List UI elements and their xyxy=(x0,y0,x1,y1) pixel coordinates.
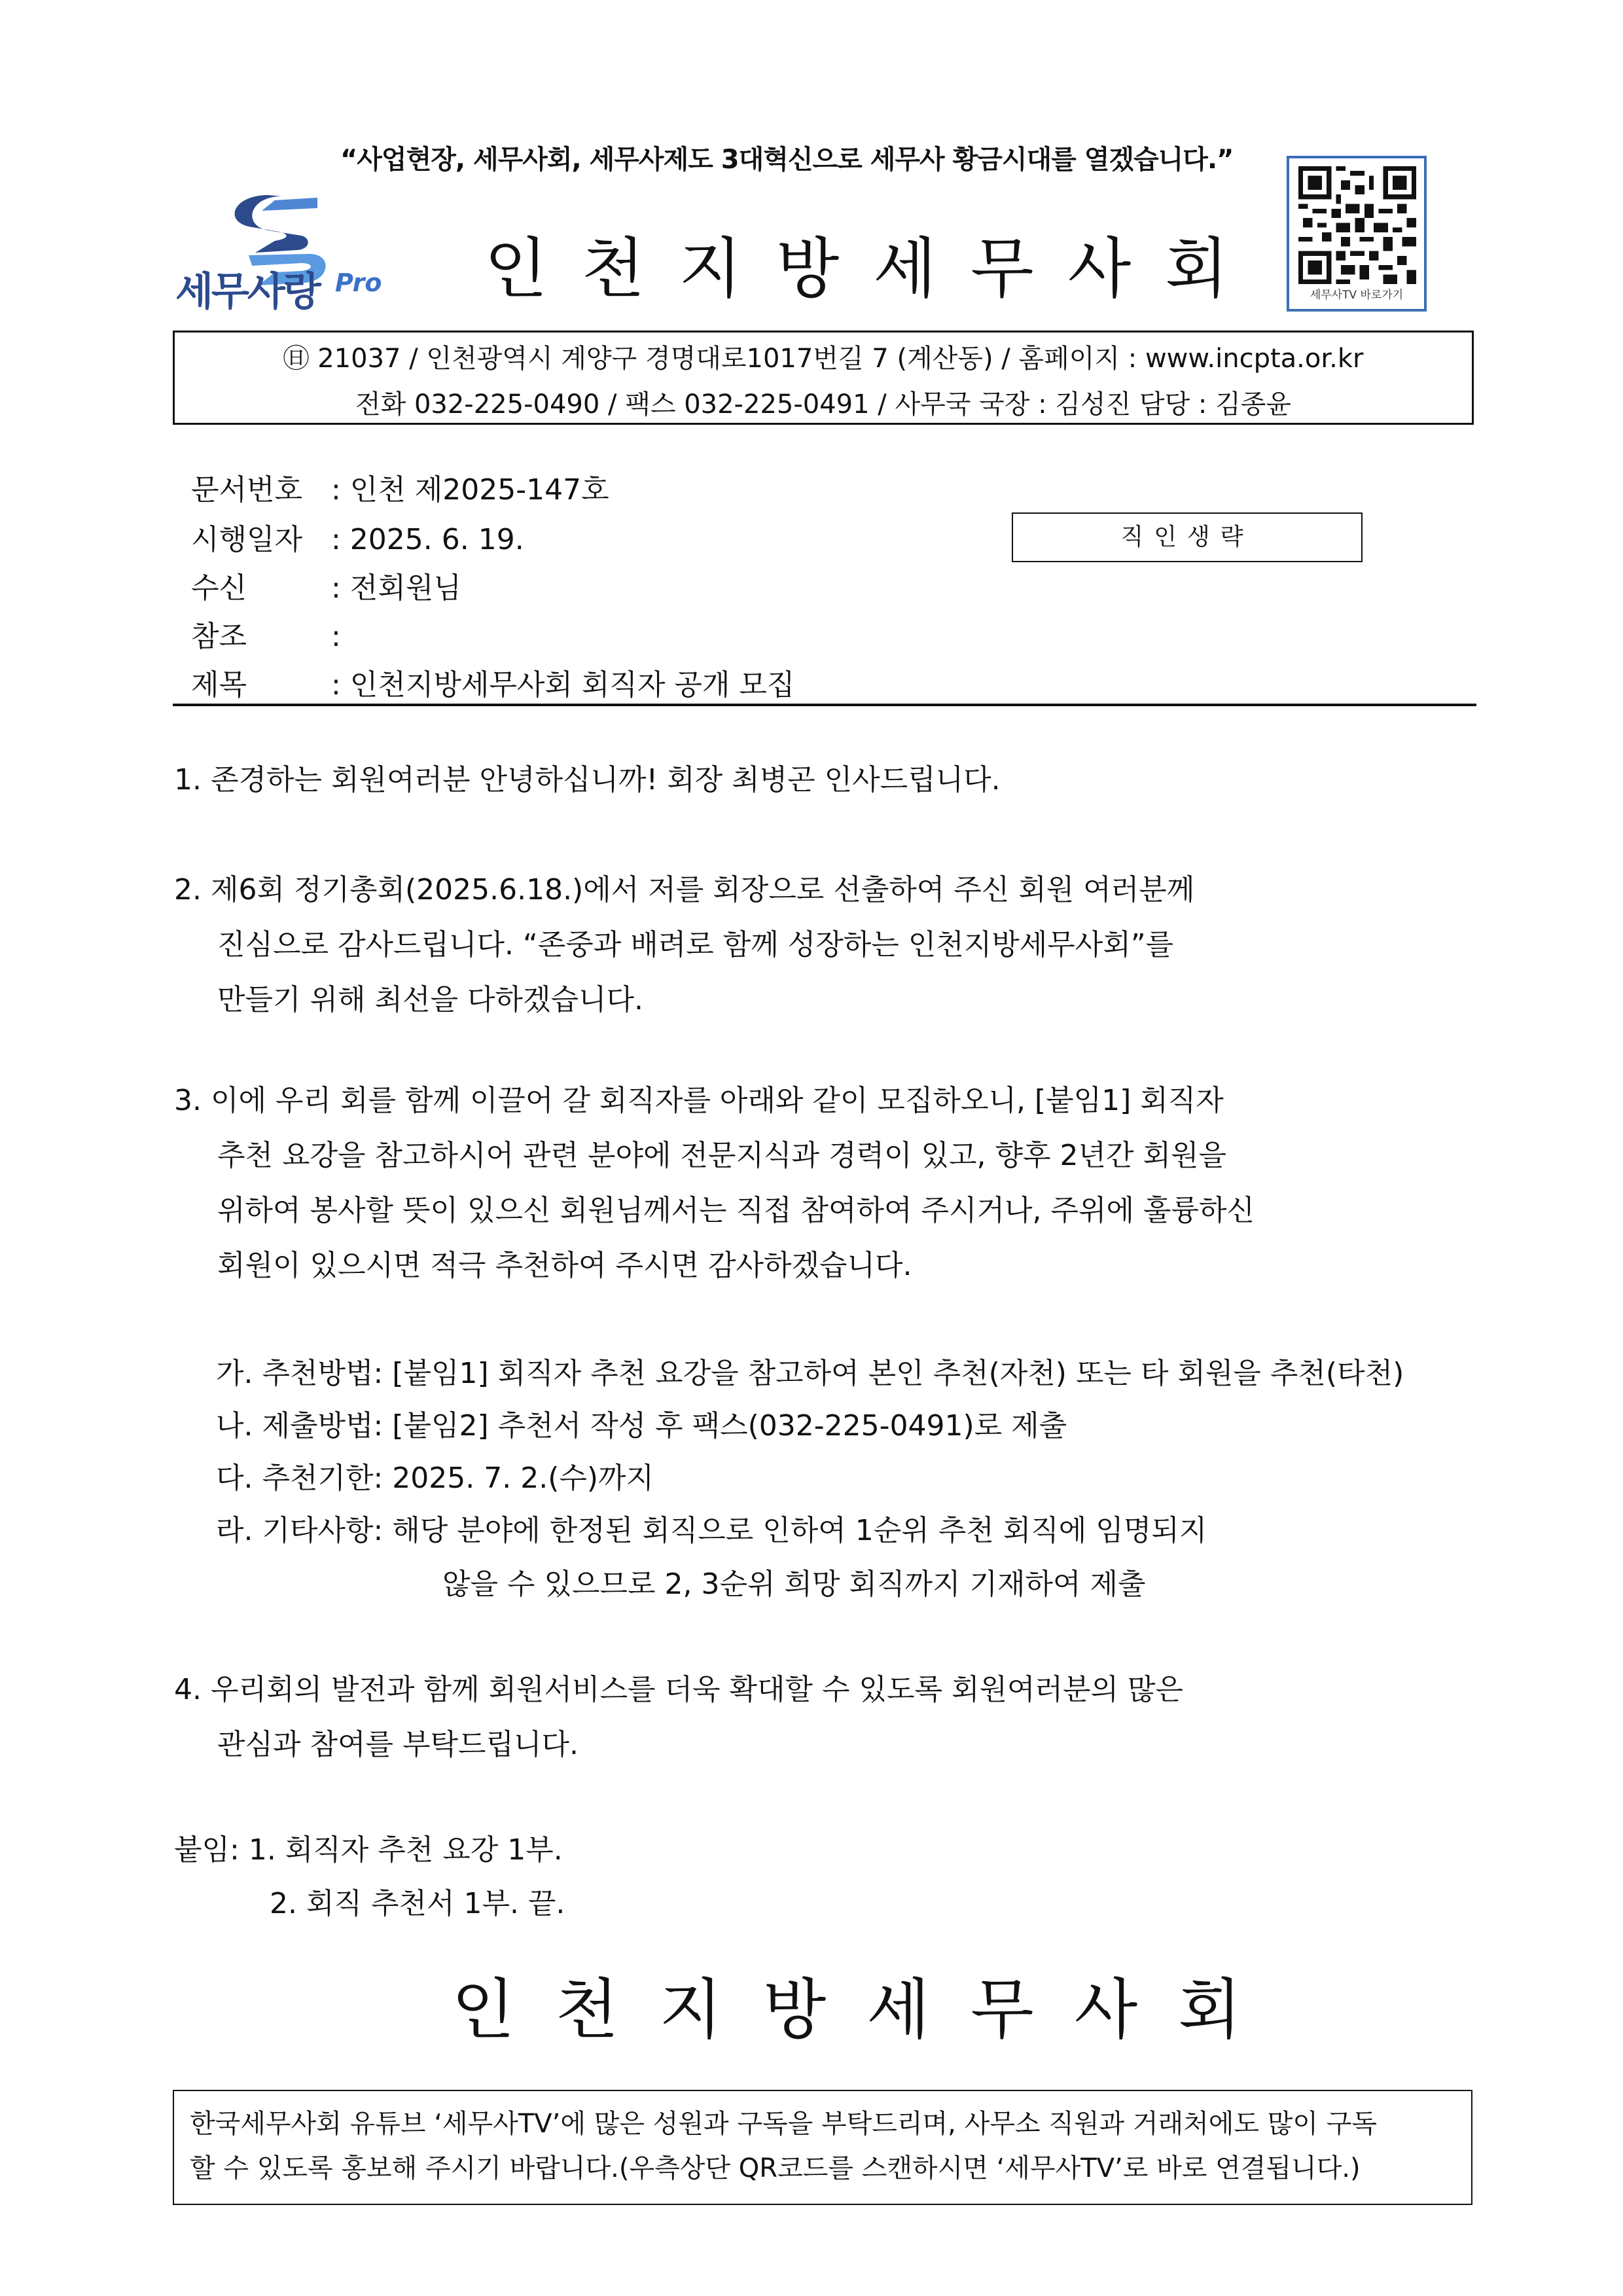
paragraph-line: 1. 존경하는 회원여러분 안녕하십니까! 회장 최병곤 인사드립니다. xyxy=(174,763,1001,797)
subject-value: : 인천지방세무사회 회직자 공개 모집 xyxy=(331,668,795,702)
paragraph-line: 위하여 봉사할 뜻이 있으신 회원님께서는 직접 참여하여 주시거나, 주위에 훌륭하신 xyxy=(217,1194,1255,1227)
header-divider xyxy=(173,704,1476,706)
notice-line: 할 수 있도록 홍보해 주시기 바랍니다.(우측상단 QR코드를 스캔하시면 ‘세무사TV’로 바로 연결됩니다.) xyxy=(190,2153,1361,2183)
contact-info-box xyxy=(173,331,1474,425)
qr-code-icon xyxy=(1298,166,1416,284)
item-na: 나. 제출방법: [붙임2] 추천서 작성 후 팩스(032-225-0491)로 제출 xyxy=(216,1409,1067,1443)
doc-number-row xyxy=(191,466,609,508)
qr-code-link[interactable] xyxy=(1287,156,1427,312)
paragraph-4 xyxy=(174,1662,1457,1772)
logo-text: 세무사랑 xyxy=(175,269,319,315)
seal-omitted-box: 직인생략 xyxy=(1012,512,1363,562)
paragraph-2 xyxy=(174,863,1457,1028)
recipient-value: : 전회원님 xyxy=(331,571,461,605)
date-value: : 2025. 6. 19. xyxy=(331,523,524,556)
attachment-line-1: 붙임: 1. 회직자 추천 요강 1부. xyxy=(174,1833,563,1867)
paragraph-line: 2. 제6회 정기총회(2025.6.18.)에서 저를 회장으로 선출하여 주신 회원 여러분께 xyxy=(174,873,1195,906)
paragraph-3 xyxy=(174,1073,1457,1293)
paragraph-line: 관심과 참여를 부탁드립니다. xyxy=(217,1728,579,1761)
contact-address-line: ㊐ 21037 / 인천광역시 계양구 경명대로1017번길 7 (계산동) / 홈페이지 : www.incpta.or.kr xyxy=(283,344,1364,374)
paragraph-line: 추천 요강을 참고하시어 관련 분야에 전문지식과 경력이 있고, 향후 2년간 회원을 xyxy=(217,1139,1226,1172)
reference-row xyxy=(191,613,341,655)
subject-row xyxy=(191,661,794,703)
reference-value: : xyxy=(331,620,341,653)
paragraph-1 xyxy=(174,753,1457,808)
doc-number-value: : 인천 제2025-147호 xyxy=(331,473,609,507)
recipient-label: 수신 xyxy=(191,571,247,605)
qr-caption: 세무사TV 바로가기 xyxy=(1310,289,1404,302)
date-row xyxy=(191,516,524,558)
paragraph-line: 회원이 있으시면 적극 추천하여 주시면 감사하겠습니다. xyxy=(217,1249,912,1282)
item-ga: 가. 추천방법: [붙임1] 회직자 추천 요강을 참고하여 본인 추천(자천) 또는 타 회원을 추천(타천) xyxy=(216,1357,1404,1390)
paragraph-line: 3. 이에 우리 회를 함께 이끌어 갈 회직자를 아래와 같이 모집하오니, [붙임1] 회직자 xyxy=(174,1084,1224,1117)
recipient-row xyxy=(191,564,461,606)
paragraph-line: 만들기 위해 최선을 다하겠습니다. xyxy=(217,983,643,1016)
date-label: 시행일자 xyxy=(191,523,303,556)
logo-pro-badge: Pro xyxy=(335,268,382,297)
paragraph-line: 진심으로 감사드립니다. “존중과 배려로 함께 성장하는 인천지방세무사회”를 xyxy=(217,928,1174,961)
item-da: 다. 추천기한: 2025. 7. 2.(수)까지 xyxy=(216,1462,654,1495)
youtube-notice-box xyxy=(173,2090,1472,2205)
item-ra-continued: 않을 수 있으므로 2, 3순위 희망 회직까지 기재하여 제출 xyxy=(442,1568,1146,1601)
subject-label: 제목 xyxy=(191,668,247,702)
doc-number-label: 문서번호 xyxy=(191,473,303,507)
org-title: 인천지방세무사회 xyxy=(484,230,1262,307)
reference-label: 참조 xyxy=(191,620,247,653)
footer-org-title: 인천지방세무사회 xyxy=(452,1971,1282,2048)
slogan: “사업현장, 세무사회, 세무사제도 3대혁신으로 세무사 황금시대를 열겠습니다.” xyxy=(340,145,1234,175)
contact-phone-line: 전화 032-225-0490 / 팩스 032-225-0491 / 사무국 국장 : 김성진 담당 : 김종윤 xyxy=(355,389,1292,420)
paragraph-line: 4. 우리회의 발전과 함께 회원서비스를 더욱 확대할 수 있도록 회원여러분의 많은 xyxy=(174,1673,1183,1706)
item-ra: 라. 기타사항: 해당 분야에 한정된 회직으로 인하여 1순위 추천 회직에 임명되지 xyxy=(216,1514,1207,1547)
attachment-line-2: 2. 회직 추천서 1부. 끝. xyxy=(270,1887,565,1920)
notice-line: 한국세무사회 유튜브 ‘세무사TV’에 많은 성원과 구독을 부탁드리며, 사무소 직원과 거래처에도 많이 구독 xyxy=(190,2109,1378,2139)
